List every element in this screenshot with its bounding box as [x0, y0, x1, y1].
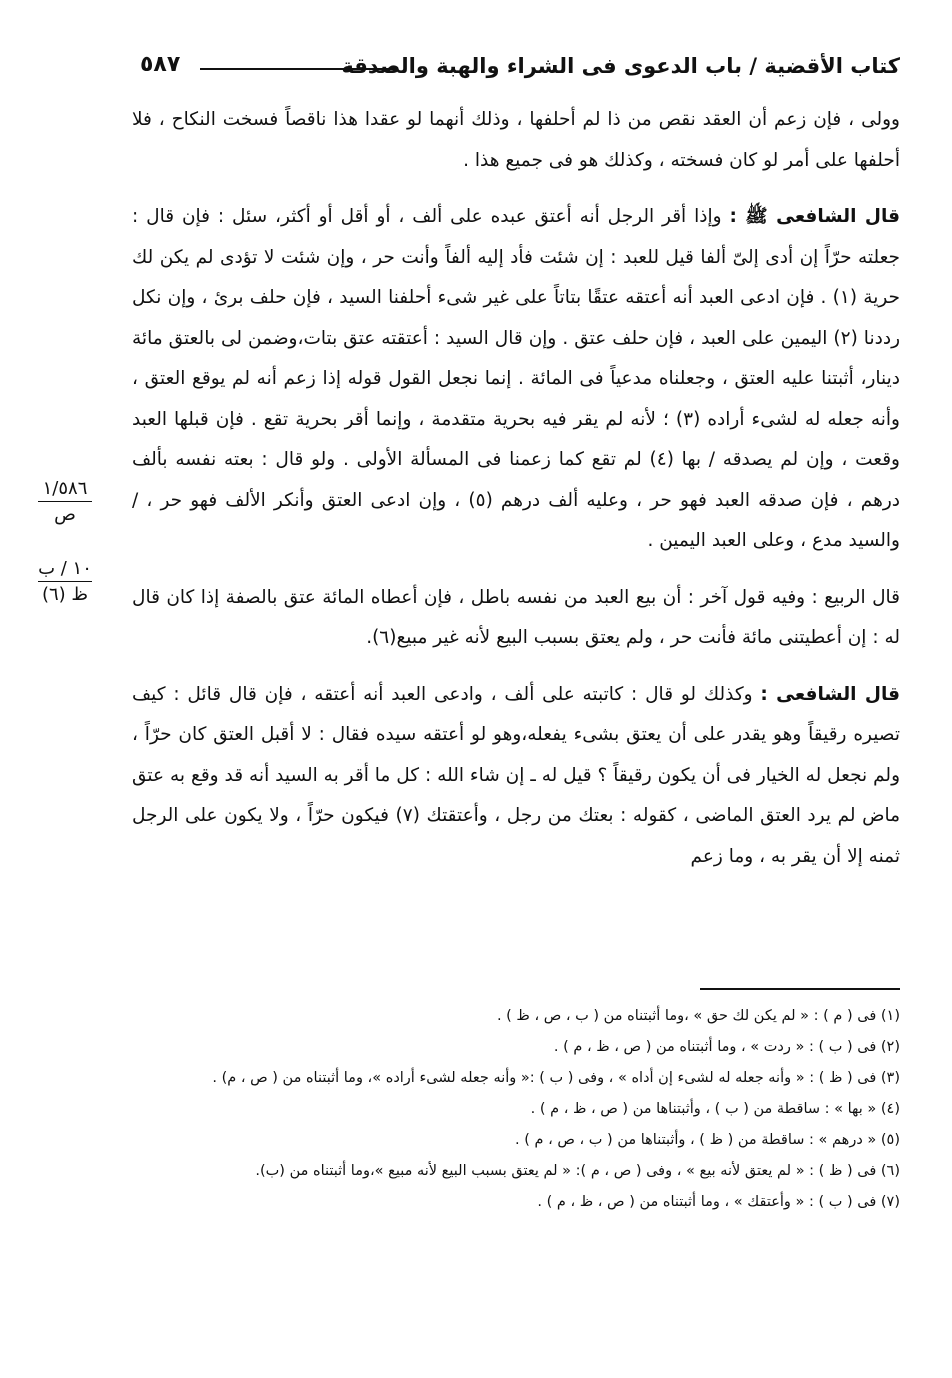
- footnote: (٣) فى ( ظ ) : « وأنه جعله له لشىء إن أداه » ، وفى ( ب ) :« وأنه جعله لشىء أراده »، وما أثبتناه من ( ص ، م) .: [212, 1070, 900, 1086]
- footnote: (٤) « بها » : ساقطة من ( ب ) ، وأثبتناها من ( ص ، ظ ، م ) .: [530, 1101, 900, 1117]
- margin-note-divider: [38, 581, 92, 582]
- paragraph-4: [132, 675, 900, 878]
- footnote: (٦) فى ( ظ ) : « لم يعتق لأنه بيع » ، وفى ( ص ، م ): « لم يعتق بسبب البيع لأنه مبيع »،وما أثبتناه من (ب).: [255, 1163, 900, 1179]
- page-number: ٥٨٧: [140, 52, 181, 77]
- footnote-rule: [700, 988, 900, 990]
- header-title: كتاب الأقضية / باب الدعوى فى الشراء والهبة والصدقة: [341, 54, 900, 78]
- header-rule: [200, 68, 395, 70]
- margin-note-2: [30, 558, 100, 605]
- footnote: (٧) فى ( ب ) : « وأعتقك » ، وما أثبتناه من ( ص ، ظ ، م ) .: [537, 1194, 900, 1210]
- paragraph-lead: قال الشافعى ﷺ :: [729, 206, 901, 227]
- footnote: (٥) « درهم » : ساقطة من ( ظ ) ، وأثبتناها من ( ب ، ص ، م ) .: [515, 1132, 900, 1148]
- footnotes: [120, 1004, 900, 1221]
- main-text: [132, 100, 900, 893]
- paragraph-text: وولى ، فإن زعم أن العقد نقص من ذا لم أحلفها ، وذلك أنهما لو عقدا هذا ناقصاً فسخت النكاح ، فلا أحلفها على أمر لو كان فسخته ، وكذلك هو فى جميع هذا .: [132, 109, 900, 171]
- running-header: [140, 48, 900, 88]
- paragraph-1: [132, 100, 900, 181]
- paragraph-text: وإذا أقر الرجل أنه أعتق عبده على ألف ، أو أقل أو أكثر، سئل : فإن قال : جعلته حرّاً إن أدى إلىّ ألفا قيل للعبد : إن شئت فأد إليه ألفاً وأنت حر ، وإن شئت لا تؤدى لم يكن لك حرية (١) . فإن ادعى العبد أنه أعتقه عتقًا بتاتاً على غير شىء أحلفنا السيد ، فإن حلف برئ ، وإن نكل رددنا (٢) اليمين على العبد ، فإن حلف عتق . وإن قال السيد : أعتقته عتق بتات،وضمن لى بالعتق مائة دينار، أثبتنا عليه العتق ، وجعلناه مدعياً فى المائة . إنما نجعل القول قوله إذا زعم أنه لم يوقع العتق ، وأنه جعله له لشىء أراده (٣) ؛ لأنه لم يقر فيه بحرية متقدمة ، وإنما أقر بحرية تقع . فإن قبلها العبد وقعت ، وإن لم يصدقه / بها (٤) لم تقع كما زعمنا فى المسألة الأولى . ولو قال : بعته نفسه بألف درهم ، فإن صدقه العبد فهو حر ، وعليه ألف درهم (٥) ، وإن ادعى العتق وأنكر الألف فهو حر ، / والسيد مدع ، وعلى العبد اليمين .: [132, 206, 901, 551]
- paragraph-3: [132, 578, 900, 659]
- paragraph-text: وكذلك لو قال : كاتبته على ألف ، وادعى العبد أنه أعتقه ، فإن قال قائل : كيف تصيره رقيقاً وهو يقدر على أن يعتق بشىء يفعله،وهو لو أعتقه سيده فقال : لا أقبل العتق كان حرّاً ، ولم نجعل له الخيار فى أن يكون رقيقاً ؟ قيل له ـ إن شاء الله : كل ما أقر به السيد أنه قد وقع به عتق ماض لم يرد العتق الماضى ، كقوله : بعتك من رجل ، وأعتقتك (٧) فيكون حرّاً ، ولا يكون على الرجل ثمنه إلا أن يقر به ، وما زعم: [132, 683, 900, 867]
- paragraph-lead: قال الشافعى :: [760, 683, 900, 705]
- paragraph-text: قال الربيع : وفيه قول آخر : أن بيع العبد من نفسه باطل ، فإن أعطاه المائة عتق بالصفة إذا كان قال له : إن أعطيتنى مائة فأنت حر ، ولم يعتق بسبب البيع لأنه غير مبيع(٦).: [132, 586, 900, 648]
- paragraph-2: [132, 197, 900, 562]
- footnote: (٢) فى ( ب ) : « ردت » ، وما أثبتناه من ( ص ، ظ ، م ) .: [553, 1039, 900, 1055]
- margin-note-bottom: ظ (٦): [41, 584, 89, 605]
- footnote: (١) فى ( م ) : « لم يكن لك حق » ،وما أثبتناه من ( ب ، ص ، ظ ) .: [496, 1008, 900, 1024]
- margin-note-1: [30, 478, 100, 525]
- margin-note-bottom: ص: [54, 504, 76, 525]
- margin-note-top: ١٠ / ب: [38, 558, 92, 579]
- margin-note-divider: [38, 501, 92, 502]
- margin-note-top: ١/٥٨٦: [42, 478, 88, 499]
